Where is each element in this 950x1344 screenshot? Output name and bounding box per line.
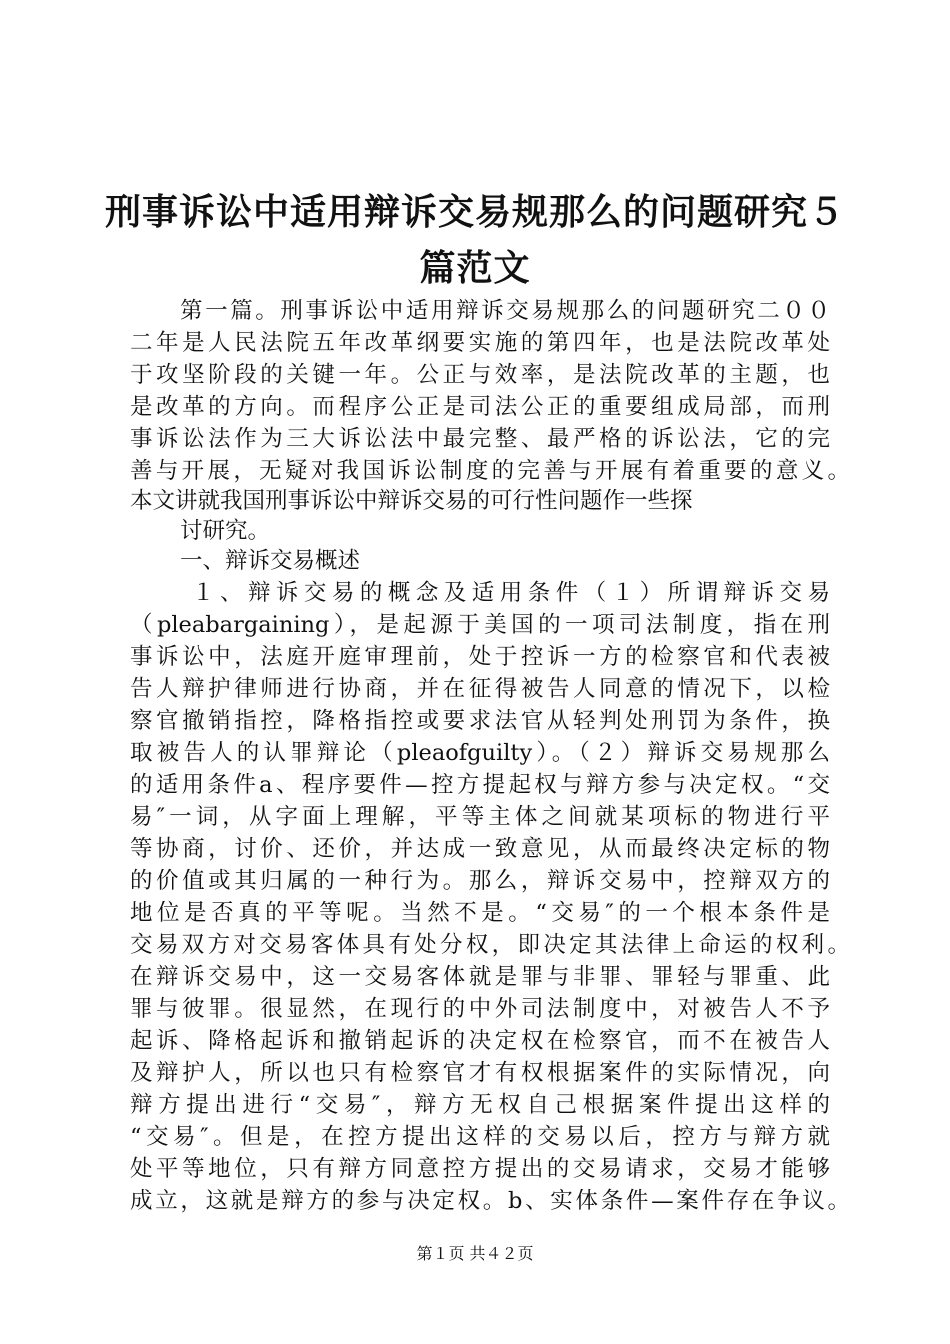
body-line: 第一篇。刑事诉讼中适用辩诉交易规那么的问题研究二００ [180,298,830,324]
body-line: 易″一词，从字面上理解，平等主体之间就某项标的物进行平 [130,804,830,830]
body-line: 察官撤销指控，降格指控或要求法官从轻判处刑罚为条件，换 [130,708,830,734]
body-line: 交易双方对交易客体具有处分权，即决定其法律上命运的权利。 [130,932,850,958]
body-line: 辩方提出进行“交易″，辩方无权自己根据案件提出这样的 [130,1092,830,1118]
body-line: 等协商，讨价、还价，并达成一致意见，从而最终决定标的物 [130,836,830,862]
body-line: 及辩护人，所以也只有检察官才有权根据案件的实际情况，向 [130,1060,830,1086]
body-line: 善与开展，无疑对我国诉讼制度的完善与开展有着重要的意义。 [130,458,850,484]
body-line: 告人辩护律师进行协商，并在征得被告人同意的情况下，以检 [130,676,830,702]
section-heading: 一、辩诉交易概述 [180,548,361,574]
body-line: 成立，这就是辩方的参与决定权。b、实体条件—案件存在争议。 [130,1188,850,1214]
body-line: 二年是人民法院五年改革纲要实施的第四年，也是法院改革处 [130,330,830,356]
page-footer: 第１页 共４２页 [416,1244,534,1263]
body-line: 起诉、降格起诉和撤销起诉的决定权在检察官，而不在被告人 [130,1028,830,1054]
body-line: 的适用条件a、程序要件—控方提起权与辩方参与决定权。“交 [130,772,830,798]
body-line: 是改革的方向。而程序公正是司法公正的重要组成局部，而刑 [130,394,830,420]
body-line: 取被告人的认罪辩论（pleaofguilty）。（２）辩诉交易规那么 [130,740,830,766]
body-line: 罪与彼罪。很显然，在现行的中外司法制度中，对被告人不予 [130,996,830,1022]
document-title-line-1: 刑事诉讼中适用辩诉交易规那么的问题研究５ [104,191,845,233]
body-line: 地位是否真的平等呢。当然不是。“交易″的一个根本条件是 [130,900,830,926]
body-line: （pleabargaining），是起源于美国的一项司法制度，指在刑 [130,612,830,638]
body-line: “交易″。但是，在控方提出这样的交易以后，控方与辩方就 [130,1124,830,1150]
body-line: 讨研究。 [180,518,271,544]
body-line: 于攻坚阶段的关键一年。公正与效率，是法院改革的主题，也 [130,362,830,388]
body-line: 的价值或其归属的一种行为。那么，辩诉交易中，控辩双方的 [130,868,830,894]
body-line: 事诉讼中，法庭开庭审理前，处于控诉一方的检察官和代表被 [130,644,830,670]
document-title-line-2: 篇范文 [419,247,531,289]
body-line: 在辩诉交易中，这一交易客体就是罪与非罪、罪轻与罪重、此 [130,964,830,990]
body-line: 本文讲就我国刑事诉讼中辩诉交易的可行性问题作一些探 [130,488,693,514]
body-line: １、辩诉交易的概念及适用条件（１）所谓辩诉交易 [192,580,830,606]
body-line: 处平等地位，只有辩方同意控方提出的交易请求，交易才能够 [130,1156,830,1182]
body-line: 事诉讼法作为三大诉讼法中最完整、最严格的诉讼法，它的完 [130,426,830,452]
